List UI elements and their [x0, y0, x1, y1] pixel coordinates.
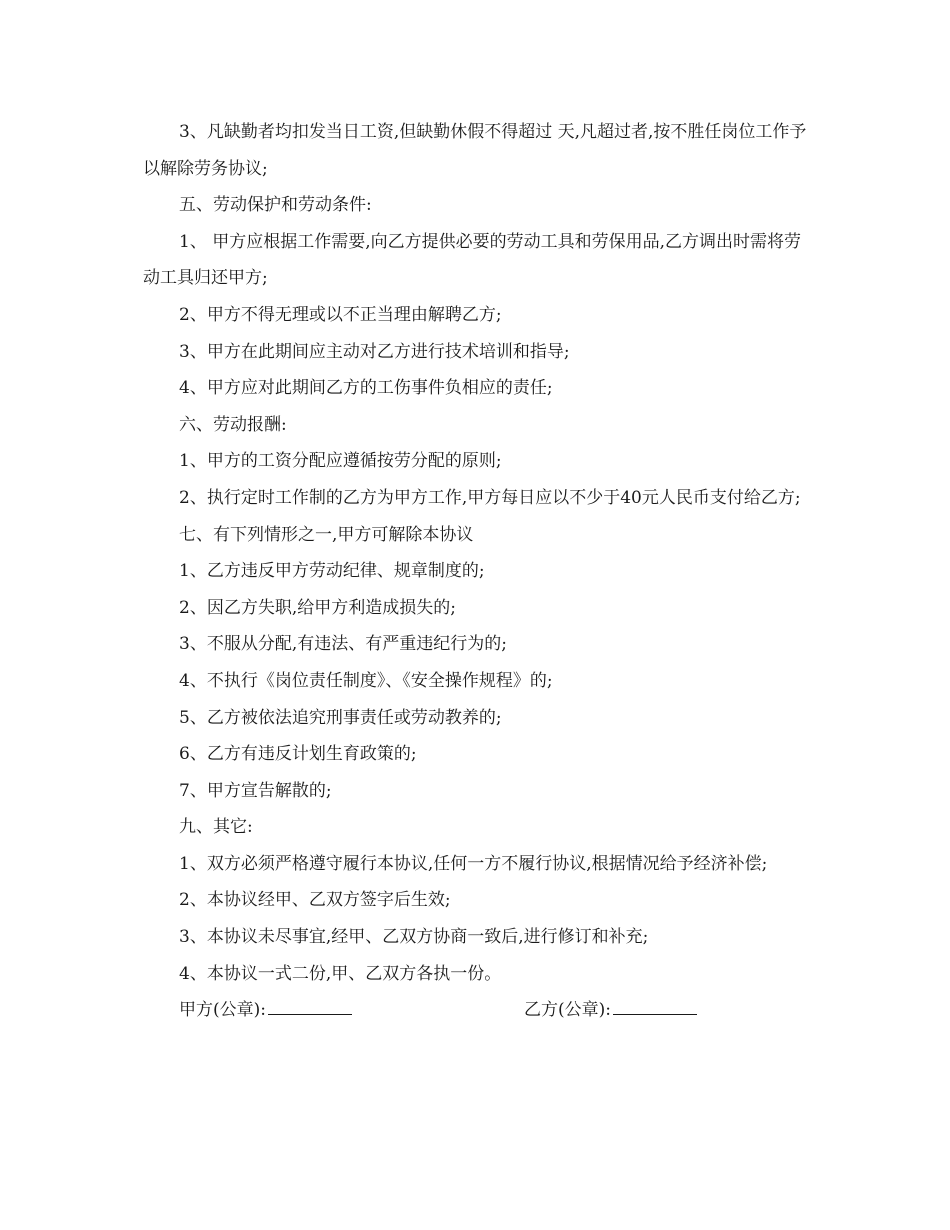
party-b-label: 乙方(公章): [524, 1000, 611, 1021]
clause-paragraph: 7、甲方宣告解散的; [179, 780, 332, 801]
signature-row [143, 992, 809, 1029]
clause-paragraph: 2、本协议经甲、乙双方签字后生效; [179, 890, 451, 911]
party-b-signature-blank [613, 992, 697, 1015]
section-heading: 九、其它: [179, 817, 253, 838]
party-a-signature-blank [268, 992, 352, 1015]
clause-paragraph: 1、甲方的工资分配应遵循按劳分配的原则; [179, 451, 502, 472]
clause-paragraph: 3、不服从分配,有违法、有严重违纪行为的; [179, 634, 507, 655]
clause-paragraph: 4、甲方应对此期间乙方的工伤事件负相应的责任; [179, 378, 553, 399]
section-heading: 七、有下列情形之一,甲方可解除本协议 [179, 524, 474, 545]
clause-paragraph: 1、乙方违反甲方劳动纪律、规章制度的; [179, 561, 485, 582]
document-body [143, 114, 809, 1029]
section-heading: 五、劳动保护和劳动条件: [179, 195, 372, 216]
clause-paragraph: 2、执行定时工作制的乙方为甲方工作,甲方每日应以不少于40元人民币支付给乙方; [179, 487, 801, 508]
clause-paragraph: 3、甲方在此期间应主动对乙方进行技术培训和指导; [179, 341, 570, 362]
clause-paragraph: 6、乙方有违反计划生育政策的; [179, 744, 417, 765]
party-a-signature [179, 992, 352, 1029]
clause-paragraph: 1、双方必须严格遵守履行本协议,任何一方不履行协议,根据情况给予经济补偿; [179, 853, 768, 874]
clause-paragraph: 4、不执行《岗位责任制度》、《安全操作规程》的; [179, 670, 553, 691]
clause-paragraph: 5、乙方被依法追究刑事责任或劳动教养的; [179, 707, 502, 728]
clause-paragraph: 2、因乙方失职,给甲方利造成损失的; [179, 597, 456, 618]
clause-paragraph: 4、本协议一式二份,甲、乙双方各执一份。 [179, 963, 502, 984]
clause-paragraph: 3、凡缺勤者均扣发当日工资,但缺勤休假不得超过 天,凡超过者,按不胜任岗位工作予以解除劳务协议; [143, 122, 807, 179]
clause-paragraph: 3、本协议未尽事宜,经甲、乙双方协商一致后,进行修订和补充; [179, 927, 649, 948]
party-a-label: 甲方(公章): [179, 1000, 266, 1021]
section-heading: 六、劳动报酬: [179, 414, 287, 435]
clause-paragraph: 2、甲方不得无理或以不正当理由解聘乙方; [179, 304, 502, 325]
clause-paragraph: 1、 甲方应根据工作需要,向乙方提供必要的劳动工具和劳保用品,乙方调出时需将劳动工具归还甲方; [143, 231, 802, 289]
party-b-signature [524, 992, 697, 1029]
